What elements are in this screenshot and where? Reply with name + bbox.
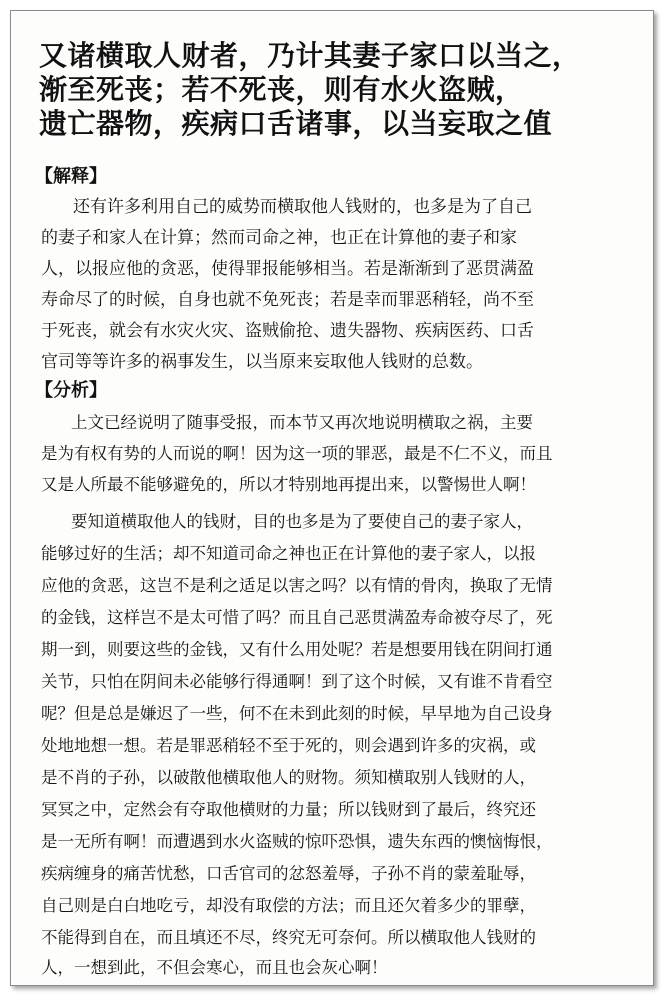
explanation-line: 寿命尽了的时候，自身也就不免死丧；若是幸而罪恶稍轻，尚不至: [41, 290, 534, 310]
title-line-2: 渐至死丧；若不死丧，则有水火盗贼，: [39, 73, 524, 106]
analysis-line: 关节，只怕在阴间未必能够行得通啊！到了这个时候，又有谁不肯看空: [41, 672, 553, 691]
analysis-line: 是一无所有啊！而遭遇到水火盗贼的惊吓恐惧，遗失东西的懊恼悔恨，: [41, 832, 553, 851]
page-frame: [10, 10, 654, 986]
analysis-line: 又是人所最不能够避免的，所以才特别地再提出来，以警惕世人啊！: [41, 475, 536, 494]
explanation-line: 于死丧，就会有水灾火灾、盗贼偷抢、遗失器物、疾病医药、口舌: [41, 321, 534, 341]
analysis-line: 处地地想一想。若是罪恶稍轻不至于死的，则会遇到许多的灾祸，或: [41, 736, 536, 755]
analysis-line: 呢？但是总是嫌迟了一些，何不在未到此刻的时候，早早地为自己设身: [41, 704, 553, 723]
analysis-line: 要知道横取他人的钱财，目的也多是为了要使自己的妻子家人，: [71, 512, 533, 531]
analysis-line: 能够过好的生活；却不知道司命之神也正在计算他的妻子家人，以报: [41, 544, 536, 563]
page-content: [11, 11, 653, 985]
explanation-heading: 【解释】: [35, 166, 107, 187]
analysis-line: 是为有权有势的人而说的啊！因为这一项的罪恶，最是不仁不义，而且: [41, 444, 553, 463]
analysis-line: 是不肖的子孙，以破散他横取他人的财物。须知横取别人钱财的人，: [41, 768, 536, 787]
title-line-3: 遗亡器物，疾病口舌诸事，以当妄取之值: [39, 107, 553, 140]
analysis-line: 应他的贪恶，这岂不是利之适足以害之吗？以有情的骨肉，换取了无情: [41, 576, 553, 595]
analysis-line: 的金钱，这样岂不是太可惜了吗？而且自己恶贯满盈寿命被夺尽了，死: [41, 608, 553, 627]
analysis-line: 不能得到自在，而且填还不尽，终究无可奈何。所以横取他人钱财的: [41, 928, 536, 947]
title-line-1: 又诸横取人财者，乃计其妻子家口以当之，: [39, 39, 581, 72]
analysis-line: 自己则是白白地吃亏，却没有取偿的方法；而且还欠着多少的罪孽，: [41, 896, 536, 915]
analysis-line: 冥冥之中，定然会有夺取他横财的力量；所以钱财到了最后，终究还: [41, 800, 536, 819]
explanation-line: 人，以报应他的贪恶，使得罪报能够相当。若是渐渐到了恶贯满盈: [41, 259, 534, 279]
analysis-line: 期一到，则要这些的金钱，又有什么用处呢？若是想要用钱在阴间打通: [41, 640, 553, 659]
analysis-line: 疾病缠身的痛苦忧愁，口舌官司的忿怒羞辱，子孙不肖的蒙羞耻辱，: [41, 864, 536, 883]
explanation-line: 官司等等许多的祸事发生，以当原来妄取他人钱财的总数。: [41, 352, 483, 372]
analysis-line: 人，一想到此，不但会寒心，而且也会灰心啊！: [41, 958, 388, 977]
explanation-line: 的妻子和家人在计算；然而司命之神，也正在计算他的妻子和家: [41, 228, 517, 248]
explanation-line: 还有许多利用自己的威势而横取他人钱财的，也多是为了自己: [73, 197, 532, 217]
analysis-heading: 【分析】: [35, 380, 107, 401]
analysis-line: 上文已经说明了随事受报，而本节又再次地说明横取之祸，主要: [71, 413, 533, 432]
